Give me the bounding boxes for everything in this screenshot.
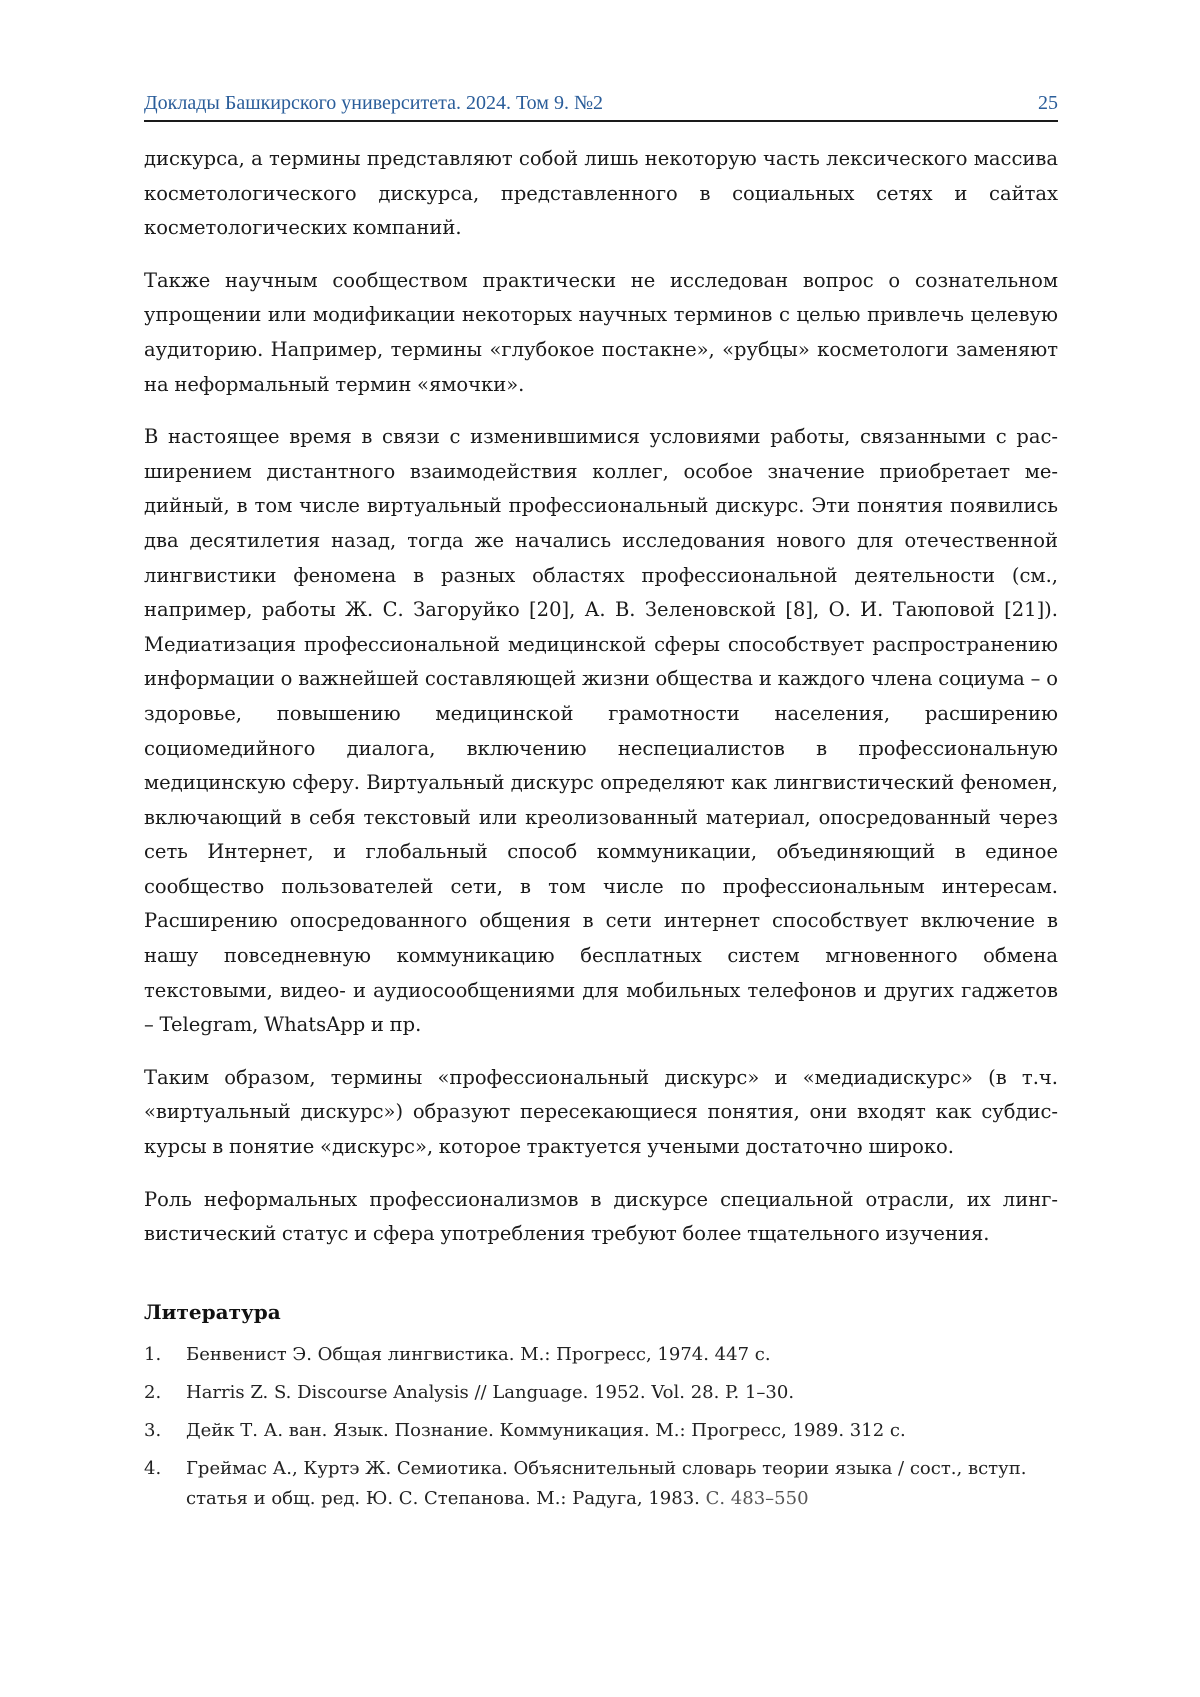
reference-text: Harris Z. S. Discourse Analysis // Language. 1952. Vol. 28. P. 1–30. (186, 1382, 794, 1403)
reference-item (144, 1416, 1058, 1446)
paragraph: дискурса, а термины представляют собой лишь некоторую часть лексического мас­сива косметологического дискурса, представленного в социальных сетях и сайтах косметологических компаний. (144, 142, 1058, 246)
reference-number: 2. (144, 1378, 161, 1408)
reference-text: Дейк Т. А. ван. Язык. Познание. Коммуникация. М.: Прогресс, 1989. 312 с. (186, 1420, 906, 1441)
journal-title: Доклады Башкирского университета. 2024. Том 9. №2 (144, 92, 603, 115)
reference-number: 4. (144, 1454, 161, 1484)
paragraph: В настоящее время в связи с изменившимися условиями работы, связанными с рас­ширением дистантного взаимодействия коллег, особое значение приобретает ме­дийный, в том числе виртуальный профессиональный дискурс. Эти понятия появи­лись два десятилетия назад, тогда же начались исследования нового для отече­ственной лингвистики феномена в разных областях профессиональной деятельно­сти (см., например, работы Ж. С. Загоруйко [20], А. В. Зеленовской [8], О. И. Таюпо­вой [21]). Медиатизация профессиональной медицинской сферы способствует рас­пространению информации о важнейшей составляющей жизни общества и каждого члена социума – о здоровье, повышению медицинской грамотности населения, расширению социомедийного диалога, включению неспециалистов в профессио­нальную медицинскую сферу. Виртуальный дискурс определяют как лингвистиче­ский феномен, включающий в себя текстовый или креолизованный материал, опо­средованный через сеть Интернет, и глобальный способ коммуникации, объединя­ющий в единое сообщество пользователей сети, в том числе по профессиональным интересам. Расширению опосредованного общения в сети интернет способствует включение в нашу повседневную коммуникацию бесплатных систем мгновенного обмена текстовыми, видео- и аудиосообщениями для мобильных телефонов и дру­гих гаджетов – Telegram, WhatsApp и пр. (144, 420, 1058, 1043)
document-page (0, 0, 1200, 1697)
reference-item (144, 1454, 1058, 1514)
references-list (144, 1340, 1058, 1514)
reference-text: Бенвенист Э. Общая лингвистика. М.: Прогресс, 1974. 447 с. (186, 1344, 771, 1365)
reference-item (144, 1378, 1058, 1408)
reference-number: 1. (144, 1340, 161, 1370)
references-section (144, 1300, 1058, 1522)
paragraph: Роль неформальных профессионализмов в дискурсе специальной отрасли, их линг­вистический статус и сфера употребления требуют более тщательного изучения. (144, 1183, 1058, 1252)
reference-text: Греймас А., Куртэ Ж. Семиотика. Объяснительный словарь теории языка / сост., вступ. статья и общ. ред. Ю. С. Степанова. М.: Радуга, 1983. (186, 1458, 1026, 1509)
paragraph: Также научным сообществом практически не исследован вопрос о сознательном упрощении или модификации некоторых научных терминов с целью привлечь це­левую аудиторию. Например, термины «глубокое постакне», «рубцы» косметологи заменяют на неформальный термин «ямочки». (144, 264, 1058, 402)
paragraph: Таким образом, термины «профессиональный дискурс» и «медиадискурс» (в т.ч. «виртуальный дискурс») образуют пересекающиеся понятия, они входят как субдис­курсы в понятие «дискурс», которое трактуется учеными достаточно широко. (144, 1061, 1058, 1165)
reference-number: 3. (144, 1416, 161, 1446)
reference-item (144, 1340, 1058, 1370)
references-heading: Литература (144, 1300, 1058, 1324)
running-head (144, 92, 1058, 122)
reference-pages: С. 483–550 (706, 1488, 809, 1509)
article-body (144, 142, 1058, 1270)
page-number: 25 (1038, 92, 1058, 115)
